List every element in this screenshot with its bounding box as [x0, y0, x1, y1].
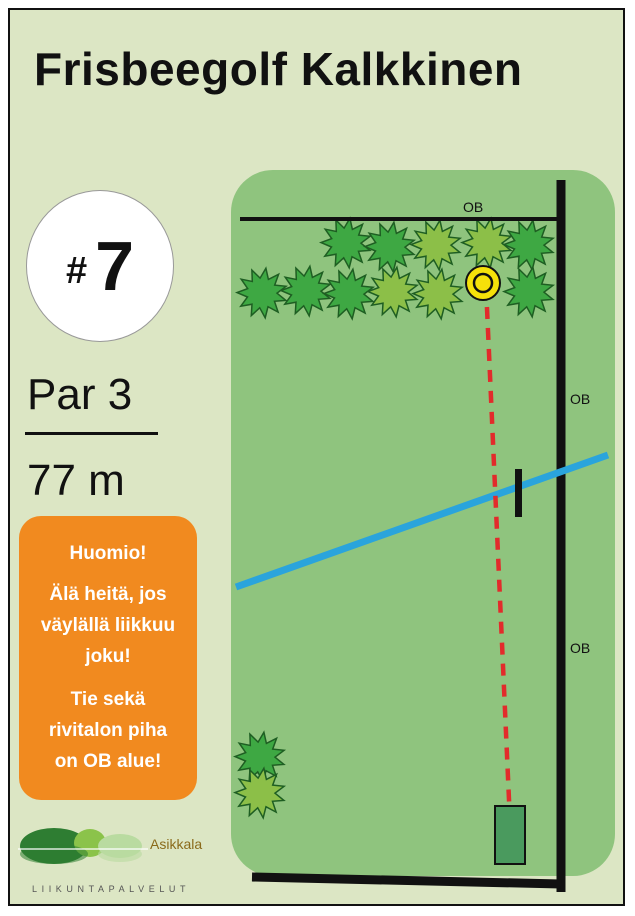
notice-heading: Huomio!	[69, 543, 147, 564]
logo-name: Asikkala	[150, 836, 203, 852]
hole-distance: 77 m	[27, 456, 125, 505]
notice-line: väylällä liikkuu	[40, 615, 176, 636]
notice-line: Älä heitä, jos	[49, 584, 167, 605]
basket-icon	[466, 266, 500, 300]
notice-line: rivitalon piha	[48, 720, 168, 741]
notice-line: on OB alue!	[54, 751, 162, 772]
tee-pad	[495, 806, 525, 864]
notice-line: joku!	[85, 646, 131, 667]
ob-label-right-1: OB	[570, 391, 591, 407]
logo-subtitle: LIIKUNTAPALVELUT	[32, 884, 191, 894]
par-value: Par 3	[27, 370, 133, 419]
ob-label-right-2: OB	[570, 640, 591, 656]
hole-number: 7	[95, 227, 135, 305]
course-title: Frisbeegolf Kalkkinen	[34, 43, 523, 95]
ob-line-bottom	[252, 877, 561, 884]
stream-marker	[515, 469, 522, 517]
ob-label-top: OB	[463, 199, 484, 215]
notice-line: Tie sekä	[70, 689, 146, 710]
hole-hash: #	[65, 249, 88, 292]
